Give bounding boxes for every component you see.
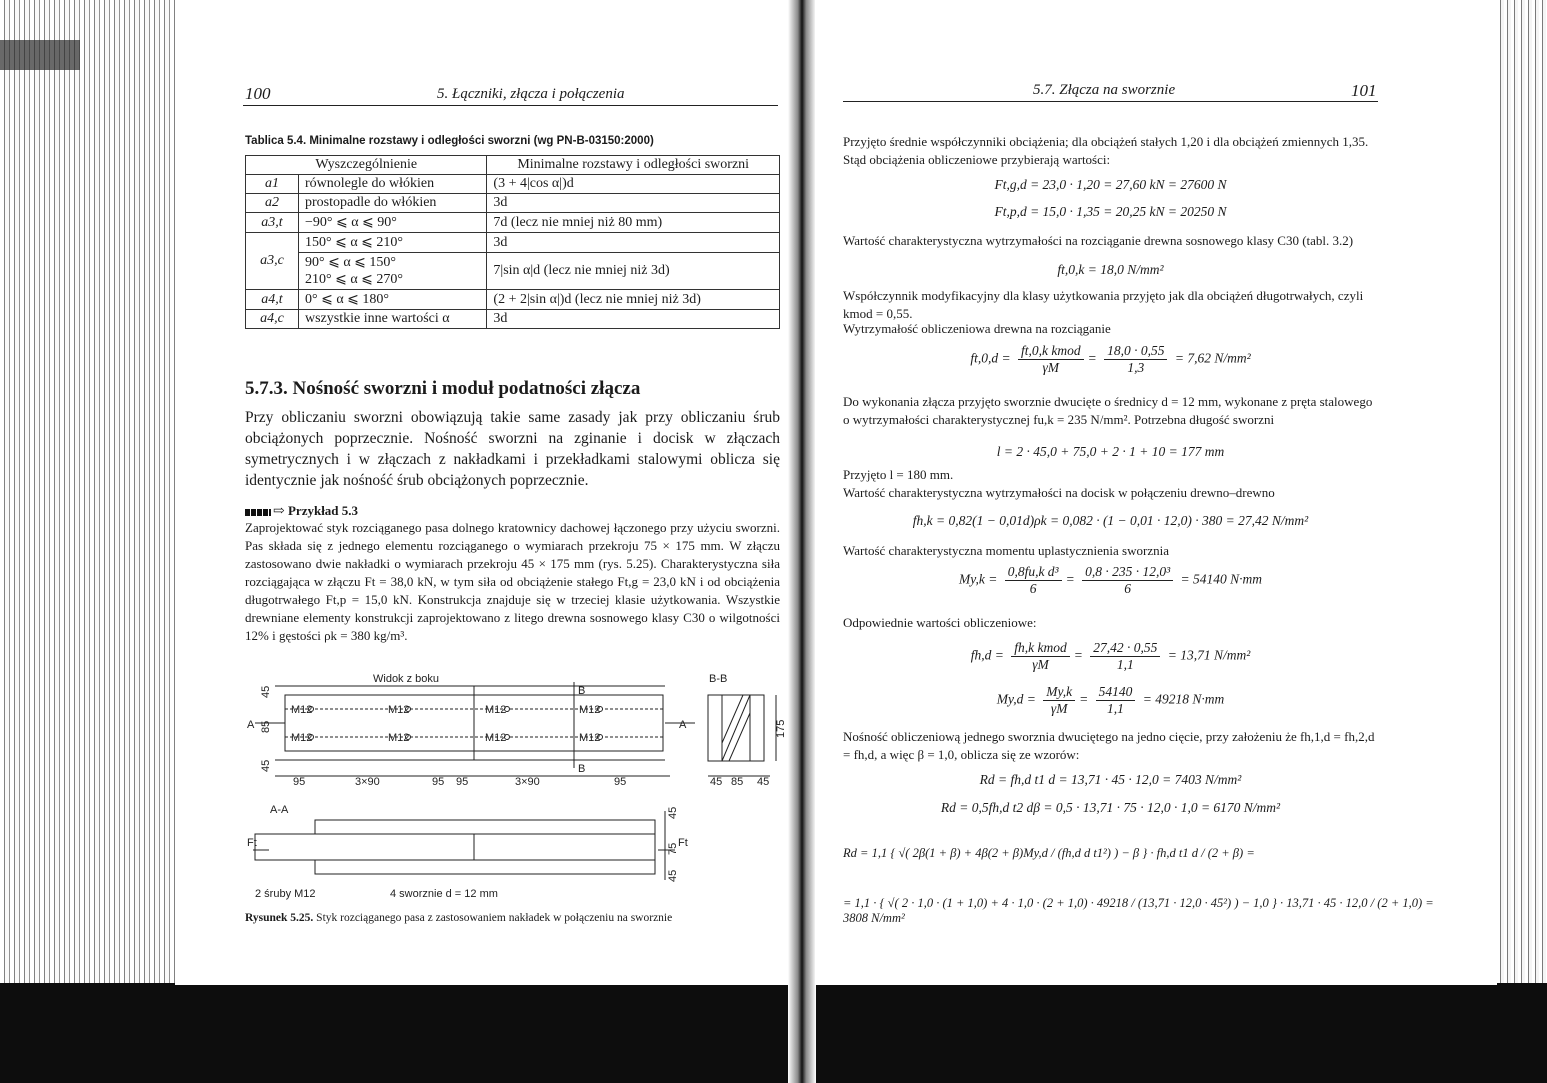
view-label: Widok z boku xyxy=(373,673,440,685)
upper-plate xyxy=(315,820,655,834)
table-cell xyxy=(299,253,487,290)
equation: l = 2 · 45,0 + 75,0 + 2 · 1 + 10 = 177 mm xyxy=(996,444,1225,459)
table-cell: 0° ⩽ α ⩽ 180° xyxy=(299,290,487,310)
dimension-label: 95 xyxy=(614,776,627,788)
table-cell-line: 90° ⩽ α ⩽ 150° xyxy=(305,255,396,270)
paragraph: Przyjęto średnie współczynniki obciążenia; dla obciążeń stałych 1,20 i dla obciążeń zmiennych 1,35. Stąd obciążenia obliczeniowe przybierają wartości: xyxy=(843,134,1369,167)
denominator: 6 xyxy=(1124,581,1132,596)
middle-member xyxy=(255,834,655,860)
eq-lhs: My,d = xyxy=(996,691,1036,707)
numerator: 54140 xyxy=(1096,684,1136,701)
eq-rhs: = 49218 N·mm xyxy=(1142,691,1225,707)
dimension-label: 75 xyxy=(667,842,679,855)
table-cell: a1 xyxy=(246,175,299,194)
page-number-right: 101 xyxy=(1351,81,1377,100)
book-gutter xyxy=(788,0,816,1083)
table-cell: (2 + 2|sin α|)d (lecz nie mniej niż 3d) xyxy=(487,290,780,310)
note-bolts: 2 śruby M12 xyxy=(255,888,316,900)
table-cell: −90° ⩽ α ⩽ 90° xyxy=(299,213,487,233)
equation-fraction: fh,d = $\frac{\text{fh,k kmod}}{\gamma M}$ = $\frac{27,42 \cdot 0,55}{1,1}$ = 13,71 N/mm² xyxy=(970,640,1251,672)
section-aa-labels xyxy=(247,804,688,900)
left-page xyxy=(175,0,789,985)
arrow-icon: ⇨ xyxy=(273,504,285,519)
section-aa-label: A-A xyxy=(270,804,289,816)
table-header: Minimalne rozstawy i odległości sworzni xyxy=(487,156,780,175)
table-cell: a3,t xyxy=(246,213,299,233)
table-row xyxy=(246,310,780,329)
table-row xyxy=(246,253,780,290)
bolt-label: M12 xyxy=(291,732,313,744)
fraction xyxy=(1104,343,1167,376)
section-mark-a: A xyxy=(679,719,687,731)
numerator: 0,8 · 235 · 12,0³ xyxy=(1082,564,1173,581)
equation: fh,k = 0,82(1 − 0,01d)ρk = 0,082 · (1 − 0,01 · 12,0) · 380 = 27,42 N/mm² xyxy=(912,513,1309,528)
equation: ft,0,k = 18,0 N/mm² xyxy=(1057,262,1164,277)
numerator: 0,8fu,k d³ xyxy=(1005,564,1062,581)
figure-caption xyxy=(245,912,785,924)
example-body: Zaprojektować styk rozciąganego pasa dolnego kratownicy dachowej łączonego przy użyciu sworzni. Pas składa się z jednego elementu rozciąganego o wymiarach przekroju 75 × 175 mm. W złączu zastosowano dwie nakładki o wymiarach przekroju 45 × 175 mm (rys. 5.25). Charakterystyczna siła rozciągająca w złączu Ft = 38,0 kN, w tym siła od obciążenie stałego Ft,g = 23,0 kN i od obciążenia długotrwałego Ft,p = 15,0 kN. Konstrukcja znajduje się w trzeciej klasie użytkowania. Wszystkie drewniane elementy konstrukcji zaprojektowano z litego drewna sosnowego klasy C30 o wilgotności 12% i gęstości ρk = 380 kg/m³. xyxy=(245,520,780,643)
paragraph: Odpowiednie wartości obliczeniowe: xyxy=(843,615,1037,630)
table-header-row xyxy=(246,156,780,175)
dimension-label: 85 xyxy=(731,776,744,788)
right-page xyxy=(815,0,1497,985)
dimension-label: 45 xyxy=(260,759,272,772)
book-edge-left xyxy=(0,0,175,1083)
table-cell: 3d xyxy=(487,233,780,253)
denominator: 1,3 xyxy=(1127,360,1145,375)
section-mark-a: A xyxy=(247,719,255,731)
bolt-label: M12 xyxy=(485,732,507,744)
equation: = 1,1 · { √( 2 · 1,0 · (1 + 1,0) + 4 · 1,0 · (2 + 1,0) · 49218 / (13,71 · 12,0 · 45²) ) − 1,0 } · 13,71 · 45 · 12,0 / (2 + 1,0) = 3808 N/mm² xyxy=(843,896,1434,925)
table-cell: 7|sin α|d (lecz nie mniej niż 3d) xyxy=(487,253,780,290)
paragraph: Przyjęto l = 180 mm. xyxy=(843,467,954,482)
denominator: 6 xyxy=(1029,581,1037,596)
section-bb-label: B-B xyxy=(709,673,728,685)
dimension-label: 95 xyxy=(456,776,469,788)
table-row xyxy=(246,175,780,194)
lower-plate xyxy=(315,860,655,874)
dimension-label: 3×90 xyxy=(515,776,540,788)
table-cell: a3,c xyxy=(246,233,299,290)
section-mark-b: B xyxy=(578,763,586,775)
fraction xyxy=(1011,640,1069,673)
example-title: Przykład 5.3 xyxy=(287,503,359,518)
paragraph: Wartość charakterystyczna momentu uplastycznienia sworznia xyxy=(843,543,1169,558)
figure-caption-number: Rysunek 5.25. xyxy=(245,912,314,924)
table-cell: a4,c xyxy=(246,310,299,329)
section-title: 5.7.3. Nośność sworzni i moduł podatności złącza xyxy=(245,378,641,399)
dimension-label: 95 xyxy=(293,776,306,788)
dimension-label: 175 xyxy=(775,719,787,738)
numerator: ft,0,k kmod xyxy=(1018,343,1084,360)
eq-rhs: = 54140 N·mm xyxy=(1180,571,1263,587)
table-cell: równolegle do włókien xyxy=(299,175,487,194)
spacing-table xyxy=(245,155,780,329)
eq-rhs: = 7,62 N/mm² xyxy=(1174,350,1251,366)
running-head-left: 5. Łączniki, złącza i połączenia xyxy=(437,86,625,102)
table-row xyxy=(246,290,780,310)
paragraph: Współczynnik modyfikacyjny dla klasy użytkowania przyjęto jak dla obciążeń długotrwałych, czyli kmod = 0,55. xyxy=(843,288,1364,321)
header-rule xyxy=(843,101,1378,102)
note-pins: 4 sworznie d = 12 mm xyxy=(390,888,498,900)
page-number-left: 100 xyxy=(245,84,271,103)
eq-lhs: My,k = xyxy=(958,571,998,587)
section-aa-view xyxy=(253,811,675,880)
table-cell-line: 210° ⩽ α ⩽ 270° xyxy=(305,272,403,287)
bolt-label: M12 xyxy=(579,704,601,716)
denominator: 1,1 xyxy=(1107,701,1124,716)
paragraph: Do wykonania złącza przyjęto sworznie dwucięte o średnicy d = 12 mm, wykonane z pręta stalowego o wytrzymałości charakterystycznej fu,k = 235 N/mm². Potrzebna długość sworzni xyxy=(843,394,1373,427)
numerator: 27,42 · 0,55 xyxy=(1090,640,1160,657)
example-marker-icon xyxy=(245,509,271,516)
paragraph: Nośność obliczeniową jednego sworznia dwuciętego na jedno cięcie, przy założeniu że fh,1,d = fh,2,d = fh,d, a więc β = 1,0, oblicza się ze wzorów: xyxy=(843,729,1375,762)
dimension-label: 85 xyxy=(260,720,272,733)
paragraph: Wartość charakterystyczna wytrzymałości na rozciąganie drewna sosnowego klasy C30 (tabl. 3.2) xyxy=(843,233,1354,248)
table-cell: 3d xyxy=(487,194,780,213)
equation-fraction: My,d = $\frac{My,k}{\gamma M}$ = $\frac{54140}{1,1}$ = 49218 N·mm xyxy=(996,684,1225,716)
equation: Rd = 1,1 { √( 2β(1 + β) + 4β(2 + β)My,d / (fh,d d t1²) ) − β } · fh,d t1 d / (2 + β) = xyxy=(843,846,1255,860)
table-header: Wyszczególnienie xyxy=(246,156,487,175)
bolt-label: M12 xyxy=(579,732,601,744)
scan-smudge xyxy=(0,40,80,70)
book-edge-right xyxy=(1497,0,1547,1083)
numerator: fh,k kmod xyxy=(1011,640,1069,657)
dimension-label: 45 xyxy=(260,685,272,698)
dimension-label: 95 xyxy=(432,776,445,788)
table-cell: (3 + 4|cos α|)d xyxy=(487,175,780,194)
dimension-label: 45 xyxy=(667,869,679,882)
equation: Rd = fh,d t1 d = 13,71 · 45 · 12,0 = 7403 N/mm² xyxy=(979,772,1242,787)
table-caption: Tablica 5.4. Minimalne rozstawy i odległości sworzni (wg PN-B-03150:2000) xyxy=(245,135,654,147)
numerator: 18,0 · 0,55 xyxy=(1104,343,1167,360)
table-cell: 150° ⩽ α ⩽ 210° xyxy=(299,233,487,253)
dimension-label: 45 xyxy=(757,776,770,788)
bolt-label: M12 xyxy=(291,704,313,716)
fraction xyxy=(1005,564,1062,597)
denominator: γM xyxy=(1032,657,1049,672)
equation: Rd = 0,5fh,d t2 dβ = 0,5 · 13,71 · 75 · 12,0 · 1,0 = 6170 N/mm² xyxy=(940,800,1281,815)
side-view xyxy=(255,682,776,776)
bolt-markers xyxy=(309,707,603,740)
figure-caption-text: Styk rozciąganego pasa z zastosowaniem nakładek w połączeniu na sworznie xyxy=(316,912,673,924)
eq-rhs: = 13,71 N/mm² xyxy=(1167,647,1251,663)
equation-fraction: My,k = $\frac{\text{0,8fu,k d³}}{6}$ = $\frac{\text{0,8 · 235 · 12,0³}}{6}$ = 54140 N·mm xyxy=(958,564,1263,596)
eq-lhs: ft,0,d = xyxy=(970,350,1011,366)
section-body: Przy obliczaniu sworzni obowiązują takie same zasady jak przy obliczaniu śrub obciążonych poprzecznie. Nośność sworzni na zginanie i docisk w złączach symetrycznych i w złączach z nakładkami i przekładkami stalowymi oblicza się identycznie jak nośność śrub obciążonych poprzecznie. xyxy=(245,409,780,489)
fraction xyxy=(1096,684,1136,717)
table-row xyxy=(246,213,780,233)
fraction xyxy=(1043,684,1075,717)
denominator: γM xyxy=(1042,360,1060,375)
table-cell: prostopadle do włókien xyxy=(299,194,487,213)
eq-lhs: fh,d = xyxy=(970,647,1004,663)
table-cell: wszystkie inne wartości α xyxy=(299,310,487,329)
equation: Ft,g,d = 23,0 · 1,20 = 27,60 kN = 27600 N xyxy=(994,177,1227,192)
dimension-label: 45 xyxy=(710,776,723,788)
header-rule xyxy=(243,105,778,106)
dimension-label: 45 xyxy=(667,806,679,819)
scan-bottom-shadow xyxy=(0,983,1547,1083)
force-label: Ft xyxy=(678,837,688,849)
fraction xyxy=(1082,564,1173,597)
figure-joint-drawing xyxy=(245,668,785,908)
section-mark-b: B xyxy=(578,685,586,697)
bolt-label: M12 xyxy=(388,704,410,716)
table-row xyxy=(246,233,780,253)
table-cell: 3d xyxy=(487,310,780,329)
table-cell: a4,t xyxy=(246,290,299,310)
denominator: γM xyxy=(1050,701,1068,716)
running-head-right: 5.7. Złącza na sworznie xyxy=(1033,82,1176,98)
table-cell: 7d (lecz nie mniej niż 80 mm) xyxy=(487,213,780,233)
equation: Ft,p,d = 15,0 · 1,35 = 20,25 kN = 20250 N xyxy=(994,204,1227,219)
force-label: Ft xyxy=(247,837,257,849)
fraction xyxy=(1090,640,1160,673)
hatch-line xyxy=(722,695,750,761)
table-cell: a2 xyxy=(246,194,299,213)
denominator: 1,1 xyxy=(1116,657,1134,672)
example-heading xyxy=(245,503,358,520)
fraction xyxy=(1018,343,1084,376)
paragraph: Wytrzymałość obliczeniowa drewna na rozciąganie xyxy=(843,321,1111,336)
table-row xyxy=(246,194,780,213)
numerator: My,k xyxy=(1043,684,1075,701)
side-view-labels xyxy=(247,673,787,788)
paragraph: Wartość charakterystyczna wytrzymałości na docisk w połączeniu drewno–drewno xyxy=(843,485,1275,500)
equation-fraction: ft,0,d = $\frac{\text{ft,0,k kmod}}{\gamma M}$ = $\frac{18,0 \cdot 0,55}{1,3}$ = 7,62 N/mm² xyxy=(970,343,1251,375)
bolt-label: M12 xyxy=(388,732,410,744)
dimension-label: 3×90 xyxy=(355,776,380,788)
bolt-label: M12 xyxy=(485,704,507,716)
